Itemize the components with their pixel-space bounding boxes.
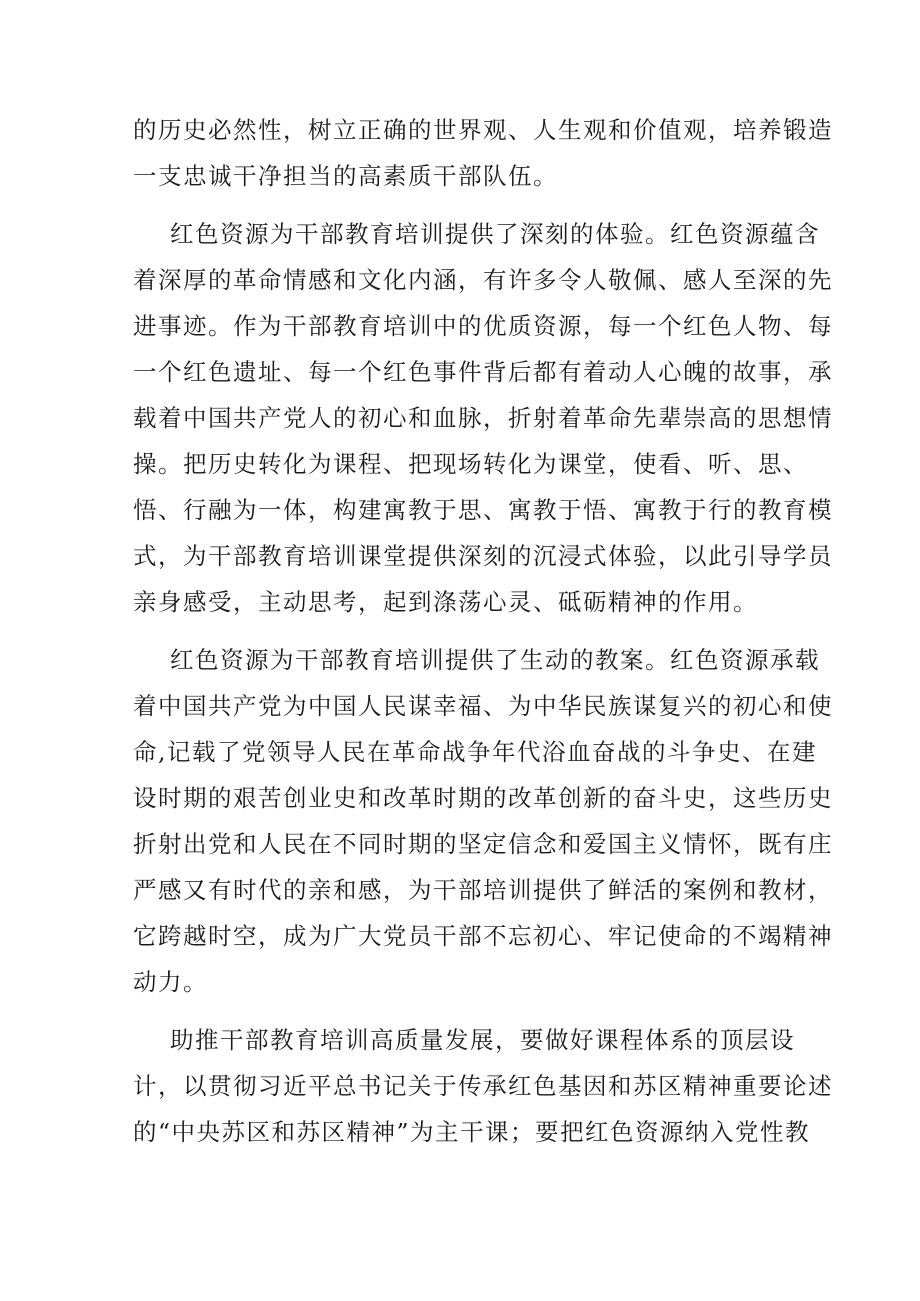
text-line: 亲身感受，主动思考，起到涤荡心灵、砥砺精神的作用。 [133,588,758,616]
body-text [133,107,833,1155]
text-line: 操。把历史转化为课程、把现场转化为课堂，使看、听、思、 [133,450,808,478]
text-line: 进事迹。作为干部教育培训中的优质资源，每一个红色人物、每 [133,312,833,340]
text-line: 悟、行融为一体，构建寓教于思、寓教于悟、寓教于行的教育模 [133,496,833,524]
text-line: 一支忠诚干净担当的高素质干部队伍。 [133,162,558,190]
text-line: 式，为干部教育培训课堂提供深刻的沉浸式体验，以此引导学员 [133,542,833,570]
text-line: 计，以贯彻习近平总书记关于传承红色基因和苏区精神重要论述 [133,1072,833,1100]
text-line: 红色资源为干部教育培训提供了生动的教案。红色资源承载 [170,646,820,674]
paragraph-1 [133,107,833,199]
paragraph-4 [133,1017,833,1155]
text-line: 动力。 [133,968,208,996]
text-line: 严感又有时代的亲和感，为干部培训提供了鲜活的案例和教材， [133,876,833,904]
paragraph-2 [133,211,833,625]
text-line: 红色资源为干部教育培训提供了深刻的体验。红色资源蕴含 [170,220,820,248]
text-line: 着深厚的革命情感和文化内涵，有许多令人敬佩、感人至深的先 [133,266,833,294]
text-line: 助推干部教育培训高质量发展，要做好课程体系的顶层设 [170,1026,795,1054]
text-line: 命,记载了党领导人民在革命战争年代浴血奋战的斗争史、在建 [133,738,817,766]
text-line: 的历史必然性，树立正确的世界观、人生观和价值观，培养锻造 [133,116,833,144]
text-line: 折射出党和人民在不同时期的坚定信念和爱国主义情怀，既有庄 [133,830,833,858]
text-line: 设时期的艰苦创业史和改革时期的改革创新的奋斗史，这些历史 [133,784,833,812]
text-line: 的“中央苏区和苏区精神”为主干课；要把红色资源纳入党性教 [133,1118,811,1146]
text-line: 它跨越时空，成为广大党员干部不忘初心、牢记使命的不竭精神 [133,922,833,950]
text-line: 着中国共产党为中国人民谋幸福、为中华民族谋复兴的初心和使 [133,692,833,720]
text-line: 载着中国共产党人的初心和血脉，折射着革命先辈崇高的思想情 [133,404,833,432]
text-line: 一个红色遗址、每一个红色事件背后都有着动人心魄的故事，承 [133,358,833,386]
paragraph-3 [133,637,833,1005]
